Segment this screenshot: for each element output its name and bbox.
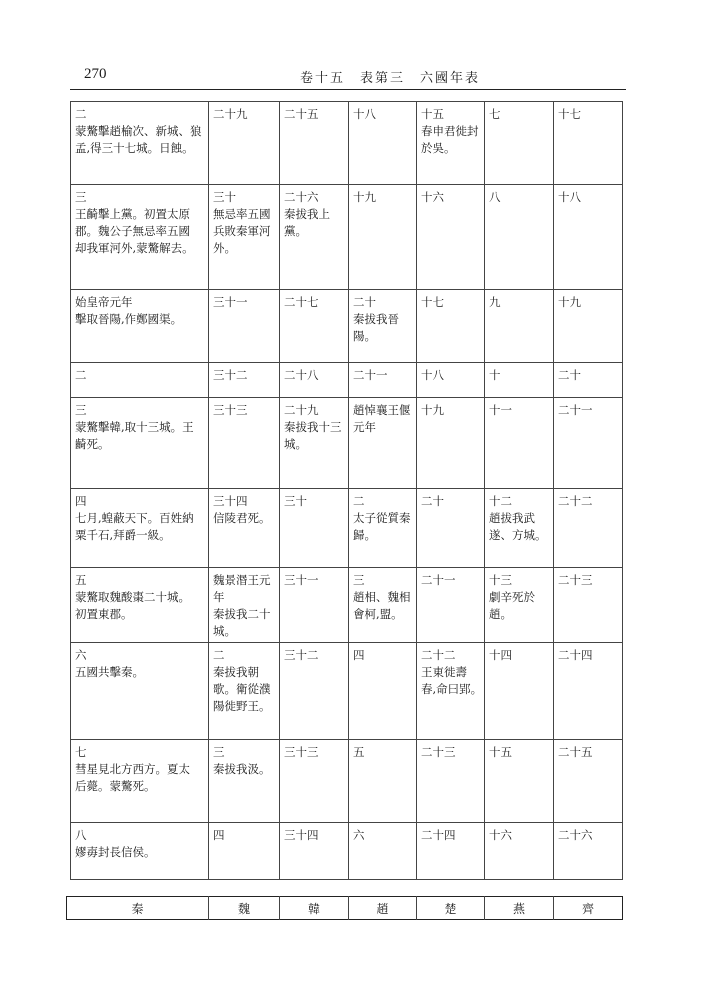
cell-line: 三十三 <box>284 745 319 759</box>
cell-qin <box>71 740 209 823</box>
cell-zhao <box>349 740 417 823</box>
cell-line: 四 <box>353 648 365 662</box>
cell-zhao <box>349 489 417 568</box>
cell-zhao <box>349 185 417 290</box>
cell-line: 二 <box>75 107 87 121</box>
cell-line: 十五 <box>421 107 444 121</box>
cell-line: 二十八 <box>284 368 319 382</box>
cell-line: 二十七 <box>284 295 319 309</box>
cell-han <box>280 823 349 880</box>
cell-line: 十三 <box>489 573 512 587</box>
cell-line: 三十一 <box>284 573 319 587</box>
cell-line: 二十三 <box>558 573 593 587</box>
cell-han <box>280 290 349 363</box>
cell-line: 城。 <box>284 437 307 451</box>
state-label: 楚 <box>417 897 485 920</box>
cell-line: 二十 <box>353 295 376 309</box>
cell-line: 城。 <box>213 624 236 638</box>
cell-line: 始皇帝元年 <box>75 295 133 309</box>
cell-wei <box>209 290 280 363</box>
table-row <box>71 643 623 740</box>
cell-line: 六 <box>353 828 365 842</box>
cell-line: 三十一 <box>213 295 248 309</box>
cell-line: 十九 <box>421 403 444 417</box>
cell-line: 二十二 <box>421 648 456 662</box>
cell-line: 二十九 <box>213 107 248 121</box>
cell-qi <box>554 740 623 823</box>
cell-wei <box>209 568 280 643</box>
cell-line: 三十 <box>284 494 307 508</box>
cell-line: 三 <box>75 403 87 417</box>
cell-line: 歌。衛從濮 <box>213 682 271 696</box>
cell-line: 三十四 <box>213 494 248 508</box>
cell-line: 二 <box>75 368 87 382</box>
cell-line: 七 <box>489 107 501 121</box>
cell-qin <box>71 290 209 363</box>
cell-line: 二十一 <box>421 573 456 587</box>
state-label: 趙 <box>349 897 417 920</box>
cell-line: 二十三 <box>421 745 456 759</box>
cell-line: 三十二 <box>284 648 319 662</box>
cell-qin <box>71 568 209 643</box>
cell-line: 二 <box>213 648 225 662</box>
cell-line: 擊取晉陽,作鄭國渠。 <box>75 312 183 326</box>
table-row <box>71 568 623 643</box>
cell-yan <box>485 740 554 823</box>
table-row <box>71 489 623 568</box>
cell-line: 二十五 <box>558 745 593 759</box>
cell-qi <box>554 568 623 643</box>
cell-line: 十八 <box>353 107 376 121</box>
cell-qi <box>554 363 623 398</box>
cell-line: 趙拔我武 <box>489 511 535 525</box>
cell-line: 趙相、魏相 <box>353 590 411 604</box>
cell-line: 魏景湣王元 <box>213 573 271 587</box>
page-number: 270 <box>84 66 107 82</box>
table-row <box>71 363 623 398</box>
cell-line: 二十六 <box>558 828 593 842</box>
cell-wei <box>209 398 280 489</box>
cell-line: 秦拔我汲。 <box>213 762 271 776</box>
cell-yan <box>485 102 554 185</box>
cell-line: 於吳。 <box>421 141 456 155</box>
cell-line: 會柯,盟。 <box>353 607 403 621</box>
cell-line: 王齮擊上黨。初置太原 <box>75 207 190 221</box>
cell-line: 十八 <box>558 190 581 204</box>
cell-line: 春申君徙封 <box>421 124 479 138</box>
cell-yan <box>485 185 554 290</box>
cell-chu <box>417 568 485 643</box>
cell-line: 信陵君死。 <box>213 511 271 525</box>
cell-line: 蒙驁擊趙榆次、新城、狼 <box>75 124 202 138</box>
table-row <box>71 102 623 185</box>
cell-yan <box>485 823 554 880</box>
cell-line: 黨。 <box>284 224 307 238</box>
cell-line: 十六 <box>421 190 444 204</box>
cell-wei <box>209 102 280 185</box>
cell-line: 八 <box>489 190 501 204</box>
cell-line: 王東徙壽 <box>421 665 467 679</box>
cell-chu <box>417 185 485 290</box>
cell-qi <box>554 102 623 185</box>
cell-line: 十四 <box>489 648 512 662</box>
cell-line: 三十三 <box>213 403 248 417</box>
cell-qin <box>71 823 209 880</box>
cell-qin <box>71 489 209 568</box>
cell-line: 遂、方城。 <box>489 528 547 542</box>
cell-line: 十九 <box>558 295 581 309</box>
cell-line: 六 <box>75 648 87 662</box>
cell-qi <box>554 489 623 568</box>
cell-line: 三 <box>75 190 87 204</box>
cell-han <box>280 102 349 185</box>
cell-line: 秦拔我朝 <box>213 665 259 679</box>
cell-line: 郡。魏公子無忌率五國 <box>75 224 190 238</box>
state-label: 秦 <box>131 901 144 916</box>
cell-line: 二十四 <box>558 648 593 662</box>
table-row <box>71 290 623 363</box>
cell-chu <box>417 102 485 185</box>
cell-line: 十七 <box>558 107 581 121</box>
cell-line: 十五 <box>489 745 512 759</box>
cell-line: 蒙驁擊韓,取十三城。王 <box>75 420 194 434</box>
cell-line: 三十二 <box>213 368 248 382</box>
cell-line: 二十六 <box>284 190 319 204</box>
cell-qi <box>554 290 623 363</box>
table-row <box>71 185 623 290</box>
cell-line: 嫪毐封長信侯。 <box>75 845 156 859</box>
cell-line: 彗星見北方西方。夏太 <box>75 762 190 776</box>
header-rule <box>70 89 626 90</box>
cell-han <box>280 740 349 823</box>
cell-wei <box>209 363 280 398</box>
cell-line: 五 <box>353 745 365 759</box>
cell-line: 兵敗秦軍河 <box>213 224 271 238</box>
cell-line: 歸。 <box>353 528 376 542</box>
cell-line: 三 <box>213 745 225 759</box>
cell-chu <box>417 823 485 880</box>
cell-yan <box>485 489 554 568</box>
cell-line: 七月,蝗蔽天下。百姓納 <box>75 511 194 525</box>
cell-line: 二 <box>353 494 365 508</box>
cell-line: 八 <box>75 828 87 842</box>
cell-line: 十 <box>489 368 501 382</box>
cell-wei <box>209 489 280 568</box>
cell-qi <box>554 823 623 880</box>
cell-qin <box>71 363 209 398</box>
cell-han <box>280 363 349 398</box>
state-label: 燕 <box>485 897 554 920</box>
cell-line: 外。 <box>213 241 236 255</box>
cell-qi <box>554 398 623 489</box>
cell-line: 三十 <box>213 190 236 204</box>
cell-yan <box>485 398 554 489</box>
cell-line: 太子從質秦 <box>353 511 411 525</box>
cell-line: 秦拔我十三 <box>284 420 342 434</box>
cell-line: 趙。 <box>489 607 512 621</box>
cell-chu <box>417 398 485 489</box>
state-footer <box>66 896 623 920</box>
cell-line: 七 <box>75 745 87 759</box>
cell-zhao <box>349 643 417 740</box>
cell-line: 粟千石,拜爵一級。 <box>75 528 171 542</box>
cell-zhao <box>349 823 417 880</box>
cell-line: 陽。 <box>353 329 376 343</box>
cell-line: 三 <box>353 573 365 587</box>
cell-chu <box>417 363 485 398</box>
cell-line: 十八 <box>421 368 444 382</box>
cell-han <box>280 568 349 643</box>
cell-line: 秦拔我上 <box>284 207 330 221</box>
cell-qin <box>71 398 209 489</box>
cell-line: 二十一 <box>558 403 593 417</box>
cell-line: 十七 <box>421 295 444 309</box>
cell-line: 秦拔我二十 <box>213 607 271 621</box>
cell-line: 二十 <box>421 494 444 508</box>
cell-line: 孟,得三十七城。日蝕。 <box>75 141 194 155</box>
cell-chu <box>417 740 485 823</box>
cell-line: 后薨。蒙驁死。 <box>75 779 156 793</box>
chronology-table <box>70 101 623 880</box>
cell-zhao <box>349 568 417 643</box>
cell-line: 秦拔我晉 <box>353 312 399 326</box>
cell-line: 二十 <box>558 368 581 382</box>
cell-chu <box>417 643 485 740</box>
cell-wei <box>209 740 280 823</box>
cell-line: 五 <box>75 573 87 587</box>
cell-han <box>280 643 349 740</box>
state-label: 韓 <box>280 897 349 920</box>
state-label: 齊 <box>554 897 623 920</box>
cell-line: 二十一 <box>353 368 388 382</box>
cell-qin <box>71 643 209 740</box>
cell-line: 陽徙野王。 <box>213 699 271 713</box>
cell-line: 十九 <box>353 190 376 204</box>
cell-wei <box>209 643 280 740</box>
cell-line: 齮死。 <box>75 437 110 451</box>
cell-line: 四 <box>213 828 225 842</box>
cell-line: 蒙驁取魏酸棗二十城。 <box>75 590 190 604</box>
table-row <box>71 398 623 489</box>
cell-qi <box>554 643 623 740</box>
cell-line: 春,命曰郢。 <box>421 682 483 696</box>
cell-line: 無忌率五國 <box>213 207 271 221</box>
cell-han <box>280 398 349 489</box>
cell-han <box>280 185 349 290</box>
cell-yan <box>485 363 554 398</box>
cell-line: 四 <box>75 494 87 508</box>
cell-line: 十六 <box>489 828 512 842</box>
cell-line: 九 <box>489 295 501 309</box>
cell-line: 二十九 <box>284 403 319 417</box>
cell-line: 年 <box>213 590 225 604</box>
cell-zhao <box>349 102 417 185</box>
state-label: 魏 <box>209 897 280 920</box>
cell-yan <box>485 643 554 740</box>
cell-wei <box>209 185 280 290</box>
table-row <box>71 740 623 823</box>
cell-qin <box>71 102 209 185</box>
cell-line: 十二 <box>489 494 512 508</box>
cell-qin <box>71 185 209 290</box>
cell-line: 初置東郡。 <box>75 607 133 621</box>
cell-line: 趙悼襄王偃 <box>353 403 411 417</box>
cell-line: 二十二 <box>558 494 593 508</box>
cell-chu <box>417 489 485 568</box>
cell-qi <box>554 185 623 290</box>
cell-chu <box>417 290 485 363</box>
cell-yan <box>485 290 554 363</box>
cell-line: 却我軍河外,蒙驁解去。 <box>75 241 194 255</box>
cell-zhao <box>349 398 417 489</box>
running-head: 卷十五 表第三 六國年表 <box>299 71 480 86</box>
cell-line: 五國共擊秦。 <box>75 665 144 679</box>
cell-line: 二十四 <box>421 828 456 842</box>
cell-zhao <box>349 363 417 398</box>
cell-han <box>280 489 349 568</box>
cell-line: 三十四 <box>284 828 319 842</box>
table-row <box>71 823 623 880</box>
cell-line: 劇辛死於 <box>489 590 535 604</box>
cell-line: 十一 <box>489 403 512 417</box>
cell-line: 二十五 <box>284 107 319 121</box>
cell-line: 元年 <box>353 420 376 434</box>
cell-wei <box>209 823 280 880</box>
cell-zhao <box>349 290 417 363</box>
cell-yan <box>485 568 554 643</box>
